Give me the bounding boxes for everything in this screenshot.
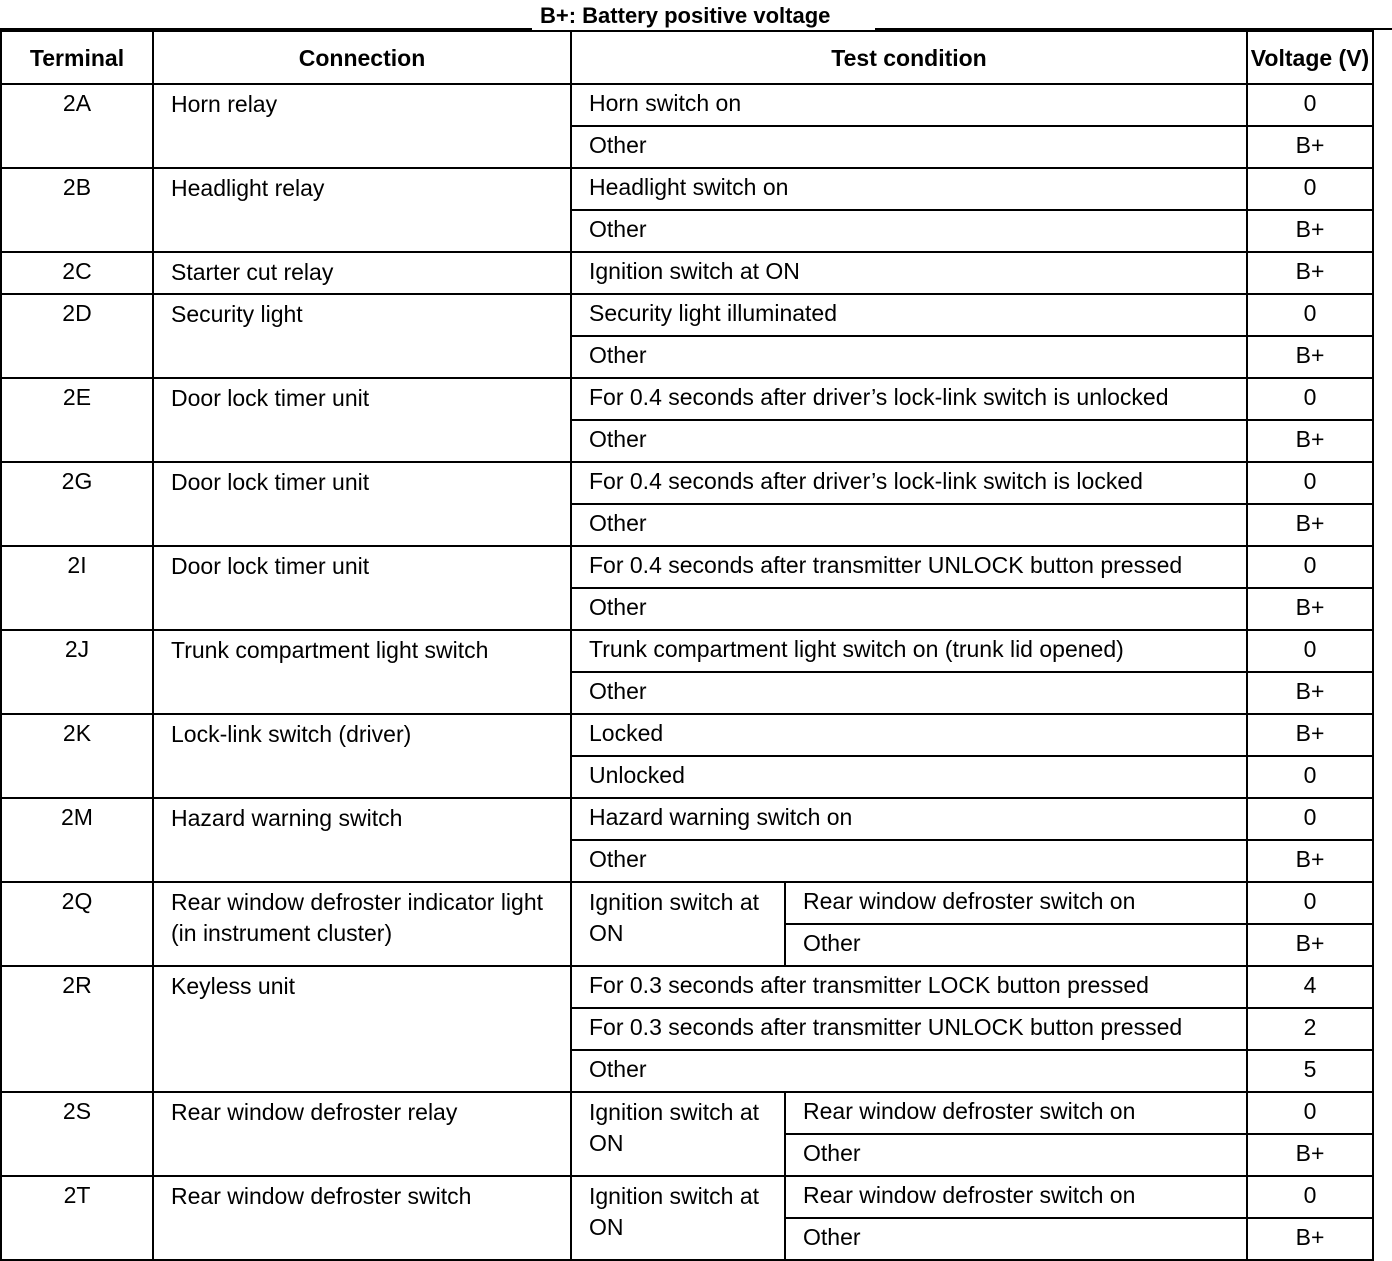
voltage-cell: B+ bbox=[1247, 252, 1373, 294]
header-test-condition: Test condition bbox=[571, 31, 1247, 84]
connection-cell: Door lock timer unit bbox=[153, 378, 571, 462]
condition-cell: Other bbox=[571, 420, 1247, 462]
voltage-cell: 2 bbox=[1247, 1008, 1373, 1050]
terminal-cell: 2Q bbox=[1, 882, 153, 966]
condition-cell: For 0.4 seconds after driver’s lock-link switch is locked bbox=[571, 462, 1247, 504]
voltage-cell: 5 bbox=[1247, 1050, 1373, 1092]
condition-group-cell: Ignition switch at ON bbox=[571, 1176, 785, 1260]
voltage-cell: 0 bbox=[1247, 630, 1373, 672]
condition-cell: Other bbox=[571, 672, 1247, 714]
table-row bbox=[1, 84, 1373, 126]
voltage-cell: 0 bbox=[1247, 168, 1373, 210]
terminal-cell: 2A bbox=[1, 84, 153, 168]
table-row bbox=[1, 294, 1373, 336]
terminal-cell: 2E bbox=[1, 378, 153, 462]
condition-cell: For 0.4 seconds after driver’s lock-link switch is unlocked bbox=[571, 378, 1247, 420]
voltage-cell: B+ bbox=[1247, 672, 1373, 714]
terminal-cell: 2C bbox=[1, 252, 153, 294]
table-row bbox=[1, 1176, 1373, 1218]
table-row bbox=[1, 630, 1373, 672]
voltage-cell: B+ bbox=[1247, 588, 1373, 630]
connection-cell: Horn relay bbox=[153, 84, 571, 168]
terminal-cell: 2S bbox=[1, 1092, 153, 1176]
voltage-cell: 4 bbox=[1247, 966, 1373, 1008]
table-row bbox=[1, 378, 1373, 420]
header-terminal: Terminal bbox=[1, 31, 153, 84]
voltage-cell: B+ bbox=[1247, 1134, 1373, 1176]
terminal-cell: 2R bbox=[1, 966, 153, 1092]
voltage-cell: B+ bbox=[1247, 840, 1373, 882]
condition-cell: Rear window defroster switch on bbox=[785, 1092, 1247, 1134]
voltage-cell: B+ bbox=[1247, 336, 1373, 378]
condition-cell: For 0.3 seconds after transmitter UNLOCK button pressed bbox=[571, 1008, 1247, 1050]
connection-cell: Lock-link switch (driver) bbox=[153, 714, 571, 798]
condition-cell: Trunk compartment light switch on (trunk lid opened) bbox=[571, 630, 1247, 672]
connection-cell: Headlight relay bbox=[153, 168, 571, 252]
condition-cell: Rear window defroster switch on bbox=[785, 1176, 1247, 1218]
voltage-cell: 0 bbox=[1247, 798, 1373, 840]
connection-cell: Starter cut relay bbox=[153, 252, 571, 294]
table-row bbox=[1, 798, 1373, 840]
connection-cell: Rear window defroster relay bbox=[153, 1092, 571, 1176]
voltage-cell: B+ bbox=[1247, 924, 1373, 966]
connection-cell: Keyless unit bbox=[153, 966, 571, 1092]
condition-cell: Other bbox=[785, 1218, 1247, 1260]
condition-cell: Headlight switch on bbox=[571, 168, 1247, 210]
header-voltage: Voltage (V) bbox=[1247, 31, 1373, 84]
condition-cell: Unlocked bbox=[571, 756, 1247, 798]
voltage-cell: B+ bbox=[1247, 126, 1373, 168]
terminal-cell: 2D bbox=[1, 294, 153, 378]
terminal-voltage-table bbox=[0, 30, 1374, 1261]
condition-cell: Other bbox=[785, 1134, 1247, 1176]
condition-cell: For 0.3 seconds after transmitter LOCK button pressed bbox=[571, 966, 1247, 1008]
voltage-cell: B+ bbox=[1247, 1218, 1373, 1260]
table-row bbox=[1, 168, 1373, 210]
table-row bbox=[1, 882, 1373, 924]
connection-cell: Rear window defroster indicator light (in instrument cluster) bbox=[153, 882, 571, 966]
table-row bbox=[1, 1092, 1373, 1134]
voltage-cell: 0 bbox=[1247, 756, 1373, 798]
table-row bbox=[1, 462, 1373, 504]
condition-cell: Hazard warning switch on bbox=[571, 798, 1247, 840]
condition-cell: Other bbox=[571, 210, 1247, 252]
voltage-cell: B+ bbox=[1247, 714, 1373, 756]
battery-voltage-note bbox=[0, 0, 1392, 32]
voltage-cell: B+ bbox=[1247, 504, 1373, 546]
terminal-cell: 2K bbox=[1, 714, 153, 798]
connection-cell: Hazard warning switch bbox=[153, 798, 571, 882]
header-connection: Connection bbox=[153, 31, 571, 84]
connection-cell: Door lock timer unit bbox=[153, 546, 571, 630]
condition-cell: Other bbox=[571, 840, 1247, 882]
condition-cell: Ignition switch at ON bbox=[571, 252, 1247, 294]
table-row bbox=[1, 252, 1373, 294]
condition-group-cell: Ignition switch at ON bbox=[571, 882, 785, 966]
condition-cell: Other bbox=[571, 1050, 1247, 1092]
condition-cell: For 0.4 seconds after transmitter UNLOCK button pressed bbox=[571, 546, 1247, 588]
terminal-cell: 2M bbox=[1, 798, 153, 882]
voltage-cell: 0 bbox=[1247, 1176, 1373, 1218]
condition-cell: Locked bbox=[571, 714, 1247, 756]
condition-cell: Other bbox=[571, 588, 1247, 630]
voltage-cell: 0 bbox=[1247, 84, 1373, 126]
connection-cell: Trunk compartment light switch bbox=[153, 630, 571, 714]
condition-cell: Security light illuminated bbox=[571, 294, 1247, 336]
voltage-cell: 0 bbox=[1247, 294, 1373, 336]
condition-cell: Horn switch on bbox=[571, 84, 1247, 126]
table-row bbox=[1, 546, 1373, 588]
voltage-cell: B+ bbox=[1247, 420, 1373, 462]
condition-cell: Other bbox=[571, 504, 1247, 546]
header-row bbox=[1, 31, 1373, 84]
condition-group-cell: Ignition switch at ON bbox=[571, 1092, 785, 1176]
terminal-cell: 2B bbox=[1, 168, 153, 252]
table-row bbox=[1, 966, 1373, 1008]
terminal-cell: 2I bbox=[1, 546, 153, 630]
voltage-cell: 0 bbox=[1247, 882, 1373, 924]
condition-cell: Other bbox=[571, 336, 1247, 378]
voltage-cell: 0 bbox=[1247, 546, 1373, 588]
condition-cell: Rear window defroster switch on bbox=[785, 882, 1247, 924]
terminal-cell: 2G bbox=[1, 462, 153, 546]
note-label: B+: Battery positive voltage bbox=[540, 3, 831, 28]
voltage-cell: 0 bbox=[1247, 378, 1373, 420]
voltage-cell: B+ bbox=[1247, 210, 1373, 252]
terminal-cell: 2T bbox=[1, 1176, 153, 1260]
connection-cell: Security light bbox=[153, 294, 571, 378]
terminal-cell: 2J bbox=[1, 630, 153, 714]
voltage-cell: 0 bbox=[1247, 1092, 1373, 1134]
voltage-cell: 0 bbox=[1247, 462, 1373, 504]
table-row bbox=[1, 714, 1373, 756]
connection-cell: Door lock timer unit bbox=[153, 462, 571, 546]
condition-cell: Other bbox=[785, 924, 1247, 966]
table-body bbox=[1, 84, 1373, 1260]
connection-cell: Rear window defroster switch bbox=[153, 1176, 571, 1260]
condition-cell: Other bbox=[571, 126, 1247, 168]
